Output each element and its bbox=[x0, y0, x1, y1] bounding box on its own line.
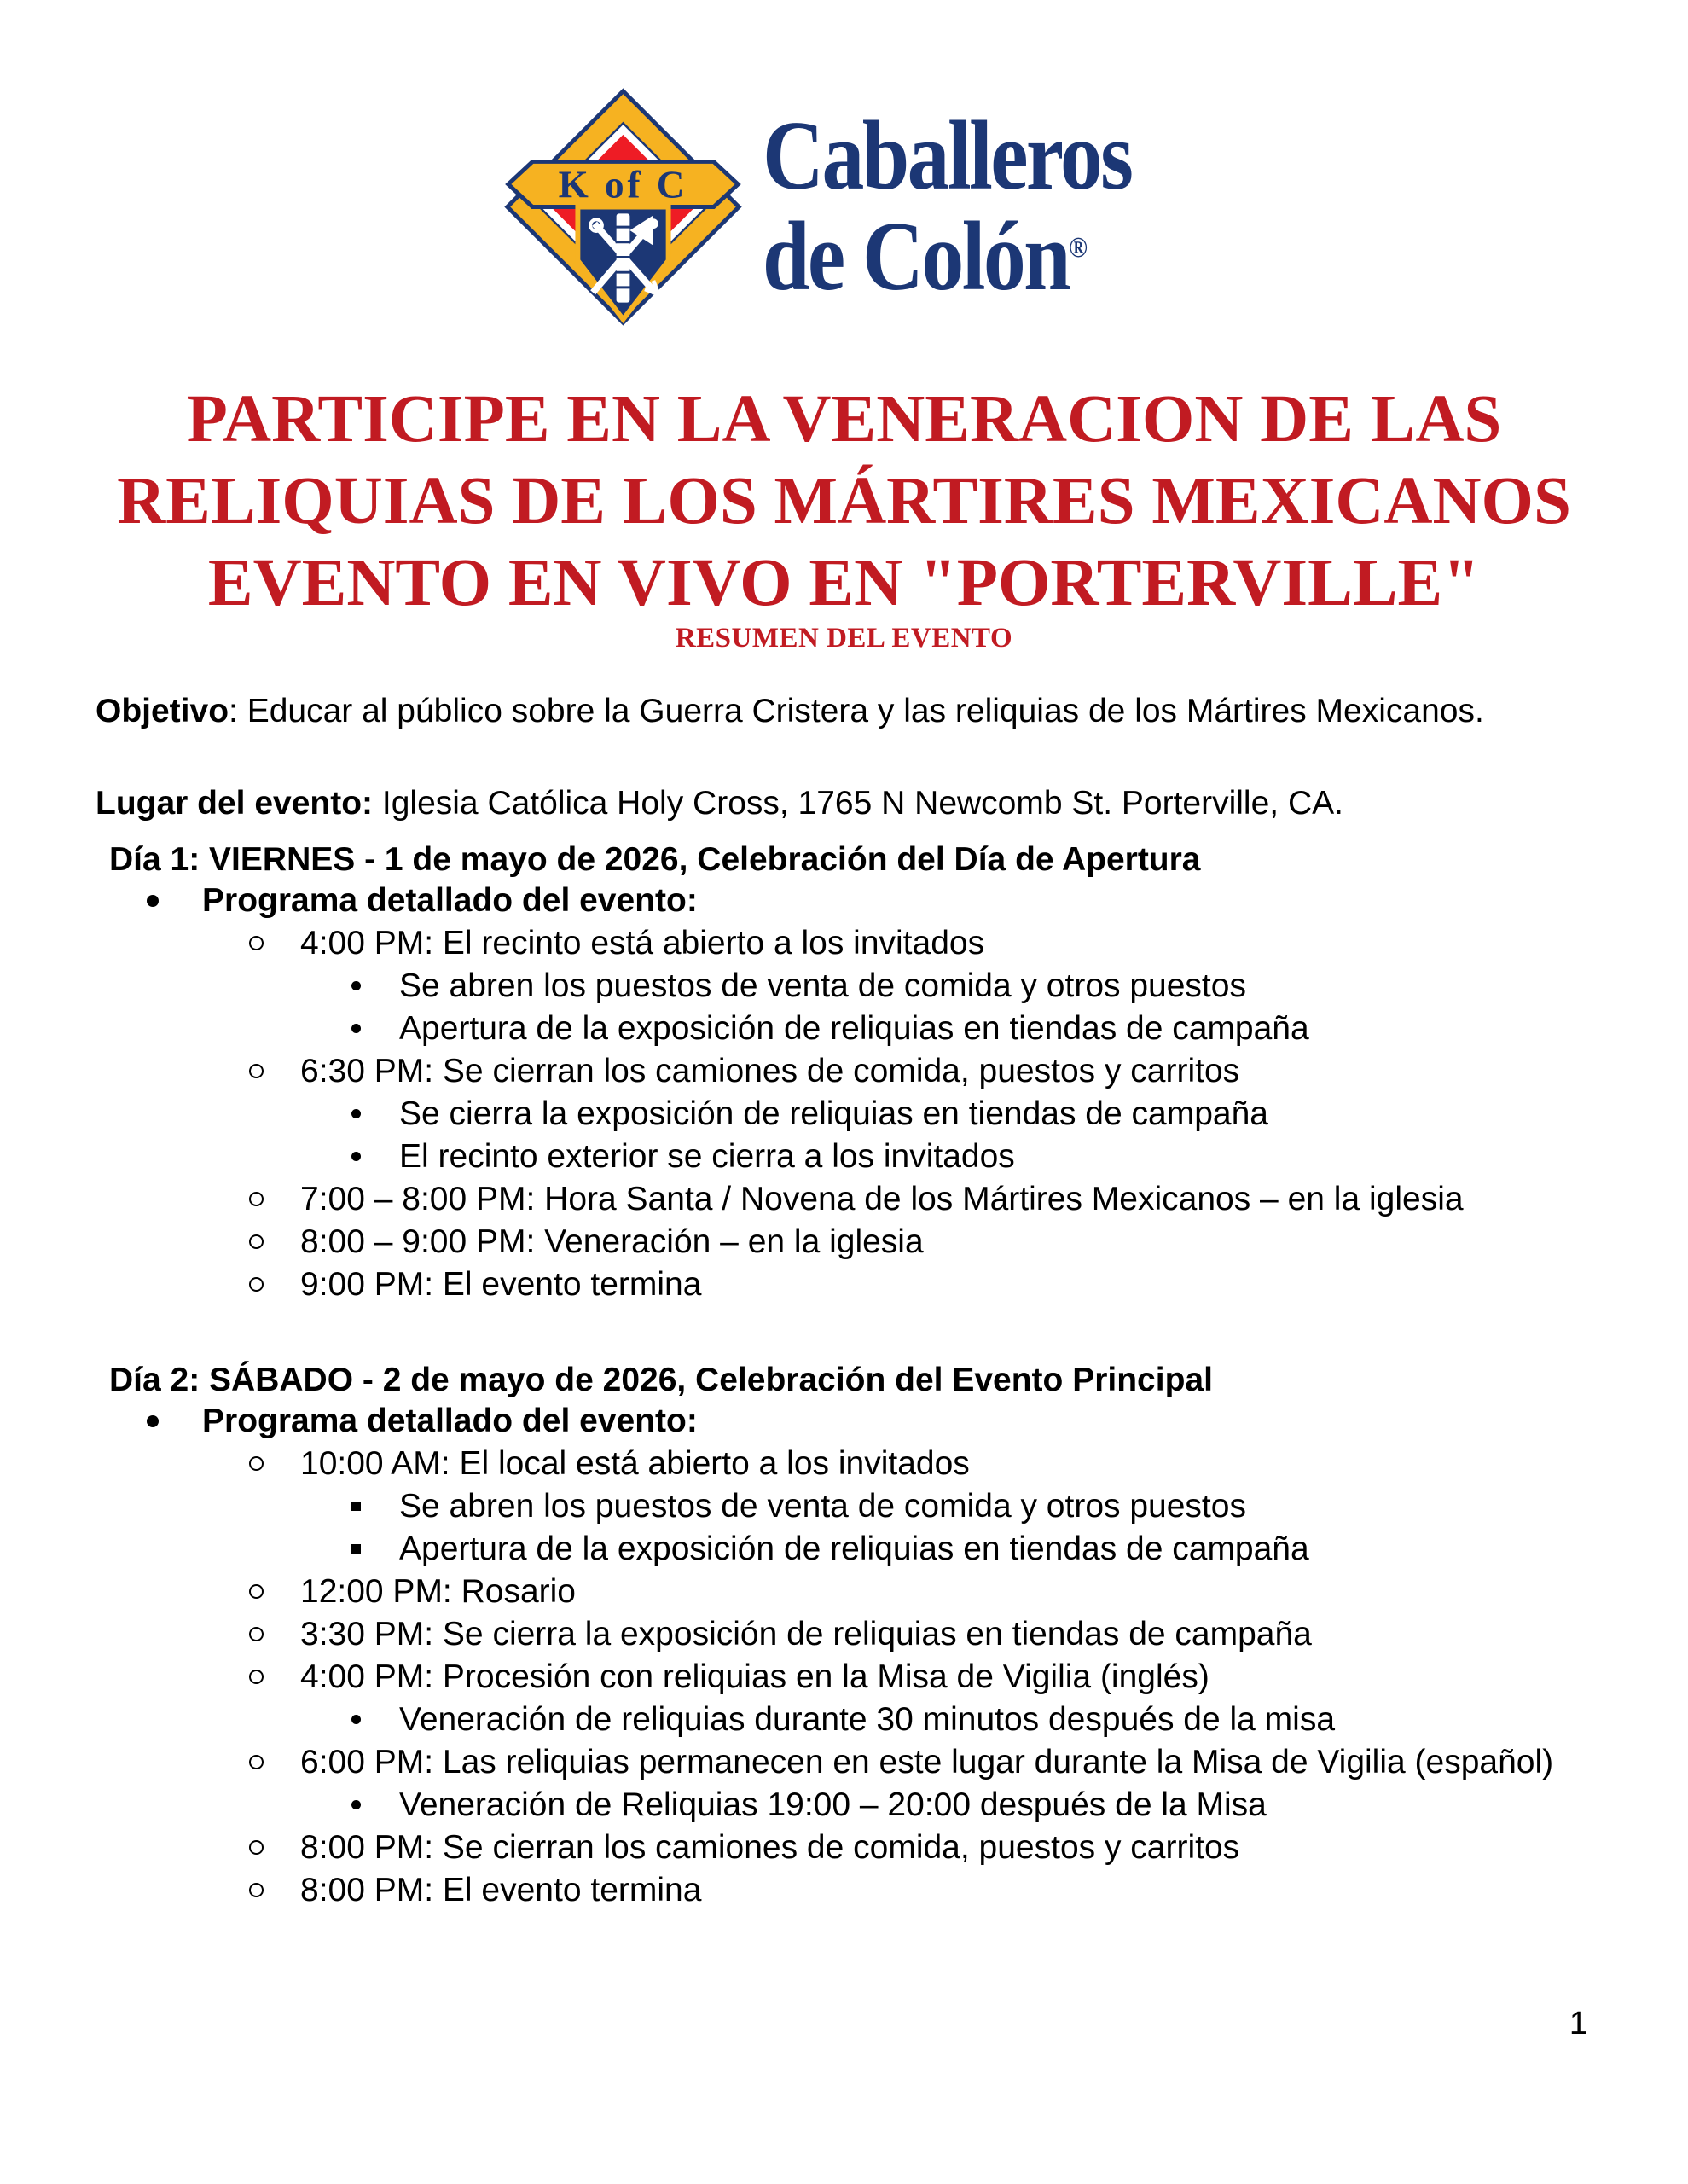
schedule-item-text: 8:00 PM: Se cierran los camiones de comida, puestos y carritos bbox=[300, 1829, 1240, 1866]
schedule-item bbox=[96, 1699, 1592, 1741]
page-subtitle: RESUMEN DEL EVENTO bbox=[675, 623, 1013, 653]
circle-bullet-icon bbox=[249, 1584, 264, 1599]
day2-program-label-row bbox=[96, 1400, 1592, 1443]
schedule-item-text: 9:00 PM: El evento termina bbox=[300, 1266, 702, 1303]
schedule-item-text: 8:00 PM: El evento termina bbox=[300, 1872, 702, 1908]
wordmark-line1: Caballeros bbox=[762, 102, 1131, 211]
square-bullet-icon bbox=[351, 1502, 361, 1511]
location-paragraph bbox=[96, 784, 1592, 823]
schedule-item bbox=[96, 1528, 1592, 1571]
circle-bullet-icon bbox=[249, 1840, 264, 1855]
kofc-emblem-icon bbox=[497, 81, 749, 333]
page-title bbox=[0, 379, 1688, 624]
dot-bullet-icon bbox=[351, 1109, 361, 1118]
schedule-item bbox=[96, 1443, 1592, 1485]
title-line-1: PARTICIPE EN LA VENERACION DE LAS bbox=[186, 382, 1502, 456]
dot-bullet-icon bbox=[351, 1152, 361, 1161]
dot-bullet-icon bbox=[351, 1715, 361, 1724]
schedule-item bbox=[96, 1136, 1592, 1178]
schedule-item bbox=[96, 1263, 1592, 1306]
square-bullet-icon bbox=[351, 1544, 361, 1554]
schedule-item-text: Se abren los puestos de venta de comida y otros puestos bbox=[399, 1488, 1246, 1525]
day1-heading: Día 1: VIERNES - 1 de mayo de 2026, Celebración del Día de Apertura bbox=[109, 841, 1201, 878]
day1-program-label-row bbox=[96, 880, 1592, 922]
schedule-item bbox=[96, 1613, 1592, 1656]
wordmark-line2: de Colón® bbox=[762, 202, 1088, 311]
schedule-item bbox=[96, 1869, 1592, 1912]
schedule-item bbox=[96, 1827, 1592, 1869]
schedule-item-text: El recinto exterior se cierra a los invitados bbox=[399, 1138, 1015, 1175]
day2-heading: Día 2: SÁBADO - 2 de mayo de 2026, Celebración del Evento Principal bbox=[109, 1362, 1213, 1398]
circle-bullet-icon bbox=[249, 1064, 264, 1078]
schedule-item-text: Veneración de Reliquias 19:00 – 20:00 después de la Misa bbox=[399, 1786, 1267, 1823]
schedule-item bbox=[96, 1050, 1592, 1093]
schedule-item bbox=[96, 1093, 1592, 1136]
day2-schedule-list bbox=[96, 1443, 1592, 1912]
registered-mark: ® bbox=[1068, 232, 1088, 264]
schedule-item-text: Se abren los puestos de venta de comida y otros puestos bbox=[399, 967, 1246, 1004]
schedule-item bbox=[96, 1485, 1592, 1528]
schedule-item bbox=[96, 1741, 1592, 1784]
schedule-item-text: Se cierra la exposición de reliquias en tiendas de campaña bbox=[399, 1095, 1268, 1132]
disc-bullet-icon bbox=[147, 895, 159, 907]
schedule-item bbox=[96, 1656, 1592, 1699]
schedule-item-text: 6:30 PM: Se cierran los camiones de comida, puestos y carritos bbox=[300, 1053, 1240, 1089]
schedule-item-text: 4:00 PM: El recinto está abierto a los invitados bbox=[300, 925, 985, 961]
schedule-item bbox=[96, 1571, 1592, 1613]
circle-bullet-icon bbox=[249, 936, 264, 950]
schedule-item bbox=[96, 1178, 1592, 1221]
circle-bullet-icon bbox=[249, 1277, 264, 1292]
circle-bullet-icon bbox=[249, 1670, 264, 1684]
schedule-item-text: 10:00 AM: El local está abierto a los invitados bbox=[300, 1445, 970, 1482]
circle-bullet-icon bbox=[249, 1755, 264, 1769]
document-body bbox=[0, 692, 1688, 1912]
dot-bullet-icon bbox=[351, 981, 361, 990]
location-text: Iglesia Católica Holy Cross, 1765 N Newcomb St. Porterville, CA. bbox=[373, 785, 1343, 822]
circle-bullet-icon bbox=[249, 1234, 264, 1249]
day1-schedule-list bbox=[96, 922, 1592, 1306]
circle-bullet-icon bbox=[249, 1627, 264, 1641]
schedule-item bbox=[96, 922, 1592, 965]
title-line-3: EVENTO EN VIVO EN "PORTERVILLE" bbox=[207, 546, 1481, 620]
circle-bullet-icon bbox=[249, 1883, 264, 1897]
day1-program-label: Programa detallado del evento: bbox=[202, 882, 698, 919]
schedule-item bbox=[96, 1008, 1592, 1050]
dot-bullet-icon bbox=[351, 1800, 361, 1809]
objective-text: : Educar al público sobre la Guerra Cristera y las reliquias de los Mártires Mexicanos. bbox=[229, 693, 1484, 729]
disc-bullet-icon bbox=[147, 1415, 159, 1427]
schedule-item bbox=[96, 1221, 1592, 1263]
schedule-item-text: Veneración de reliquias durante 30 minutos después de la misa bbox=[399, 1701, 1336, 1738]
location-label: Lugar del evento: bbox=[96, 785, 374, 822]
dot-bullet-icon bbox=[351, 1024, 361, 1033]
schedule-item-text: 6:00 PM: Las reliquias permanecen en este lugar durante la Misa de Vigilia (español) bbox=[300, 1744, 1554, 1780]
page-number: 1 bbox=[1569, 2006, 1587, 2042]
schedule-item-text: Apertura de la exposición de reliquias en tiendas de campaña bbox=[399, 1531, 1309, 1567]
circle-bullet-icon bbox=[249, 1456, 264, 1471]
schedule-item-text: 4:00 PM: Procesión con reliquias en la Misa de Vigilia (inglés) bbox=[300, 1658, 1209, 1695]
schedule-item bbox=[96, 965, 1592, 1008]
circle-bullet-icon bbox=[249, 1192, 264, 1206]
day2-program-label: Programa detallado del evento: bbox=[202, 1403, 698, 1439]
schedule-item-text: 12:00 PM: Rosario bbox=[300, 1573, 576, 1610]
schedule-item-text: Apertura de la exposición de reliquias en tiendas de campaña bbox=[399, 1010, 1309, 1047]
schedule-item-text: 8:00 – 9:00 PM: Veneración – en la iglesia bbox=[300, 1223, 924, 1260]
schedule-item-text: 3:30 PM: Se cierra la exposición de reliquias en tiendas de campaña bbox=[300, 1616, 1312, 1653]
kofc-logo bbox=[0, 78, 1688, 334]
kofc-wordmark bbox=[762, 102, 1131, 311]
objective-paragraph bbox=[96, 692, 1592, 731]
schedule-item-text: 7:00 – 8:00 PM: Hora Santa / Novena de los Mártires Mexicanos – en la iglesia bbox=[300, 1181, 1464, 1217]
emblem-kofc-text: K of C bbox=[558, 163, 687, 206]
title-line-2: RELIQUIAS DE LOS MÁRTIRES MEXICANOS bbox=[117, 464, 1571, 538]
schedule-item bbox=[96, 1784, 1592, 1827]
objective-label: Objetivo bbox=[96, 693, 229, 729]
